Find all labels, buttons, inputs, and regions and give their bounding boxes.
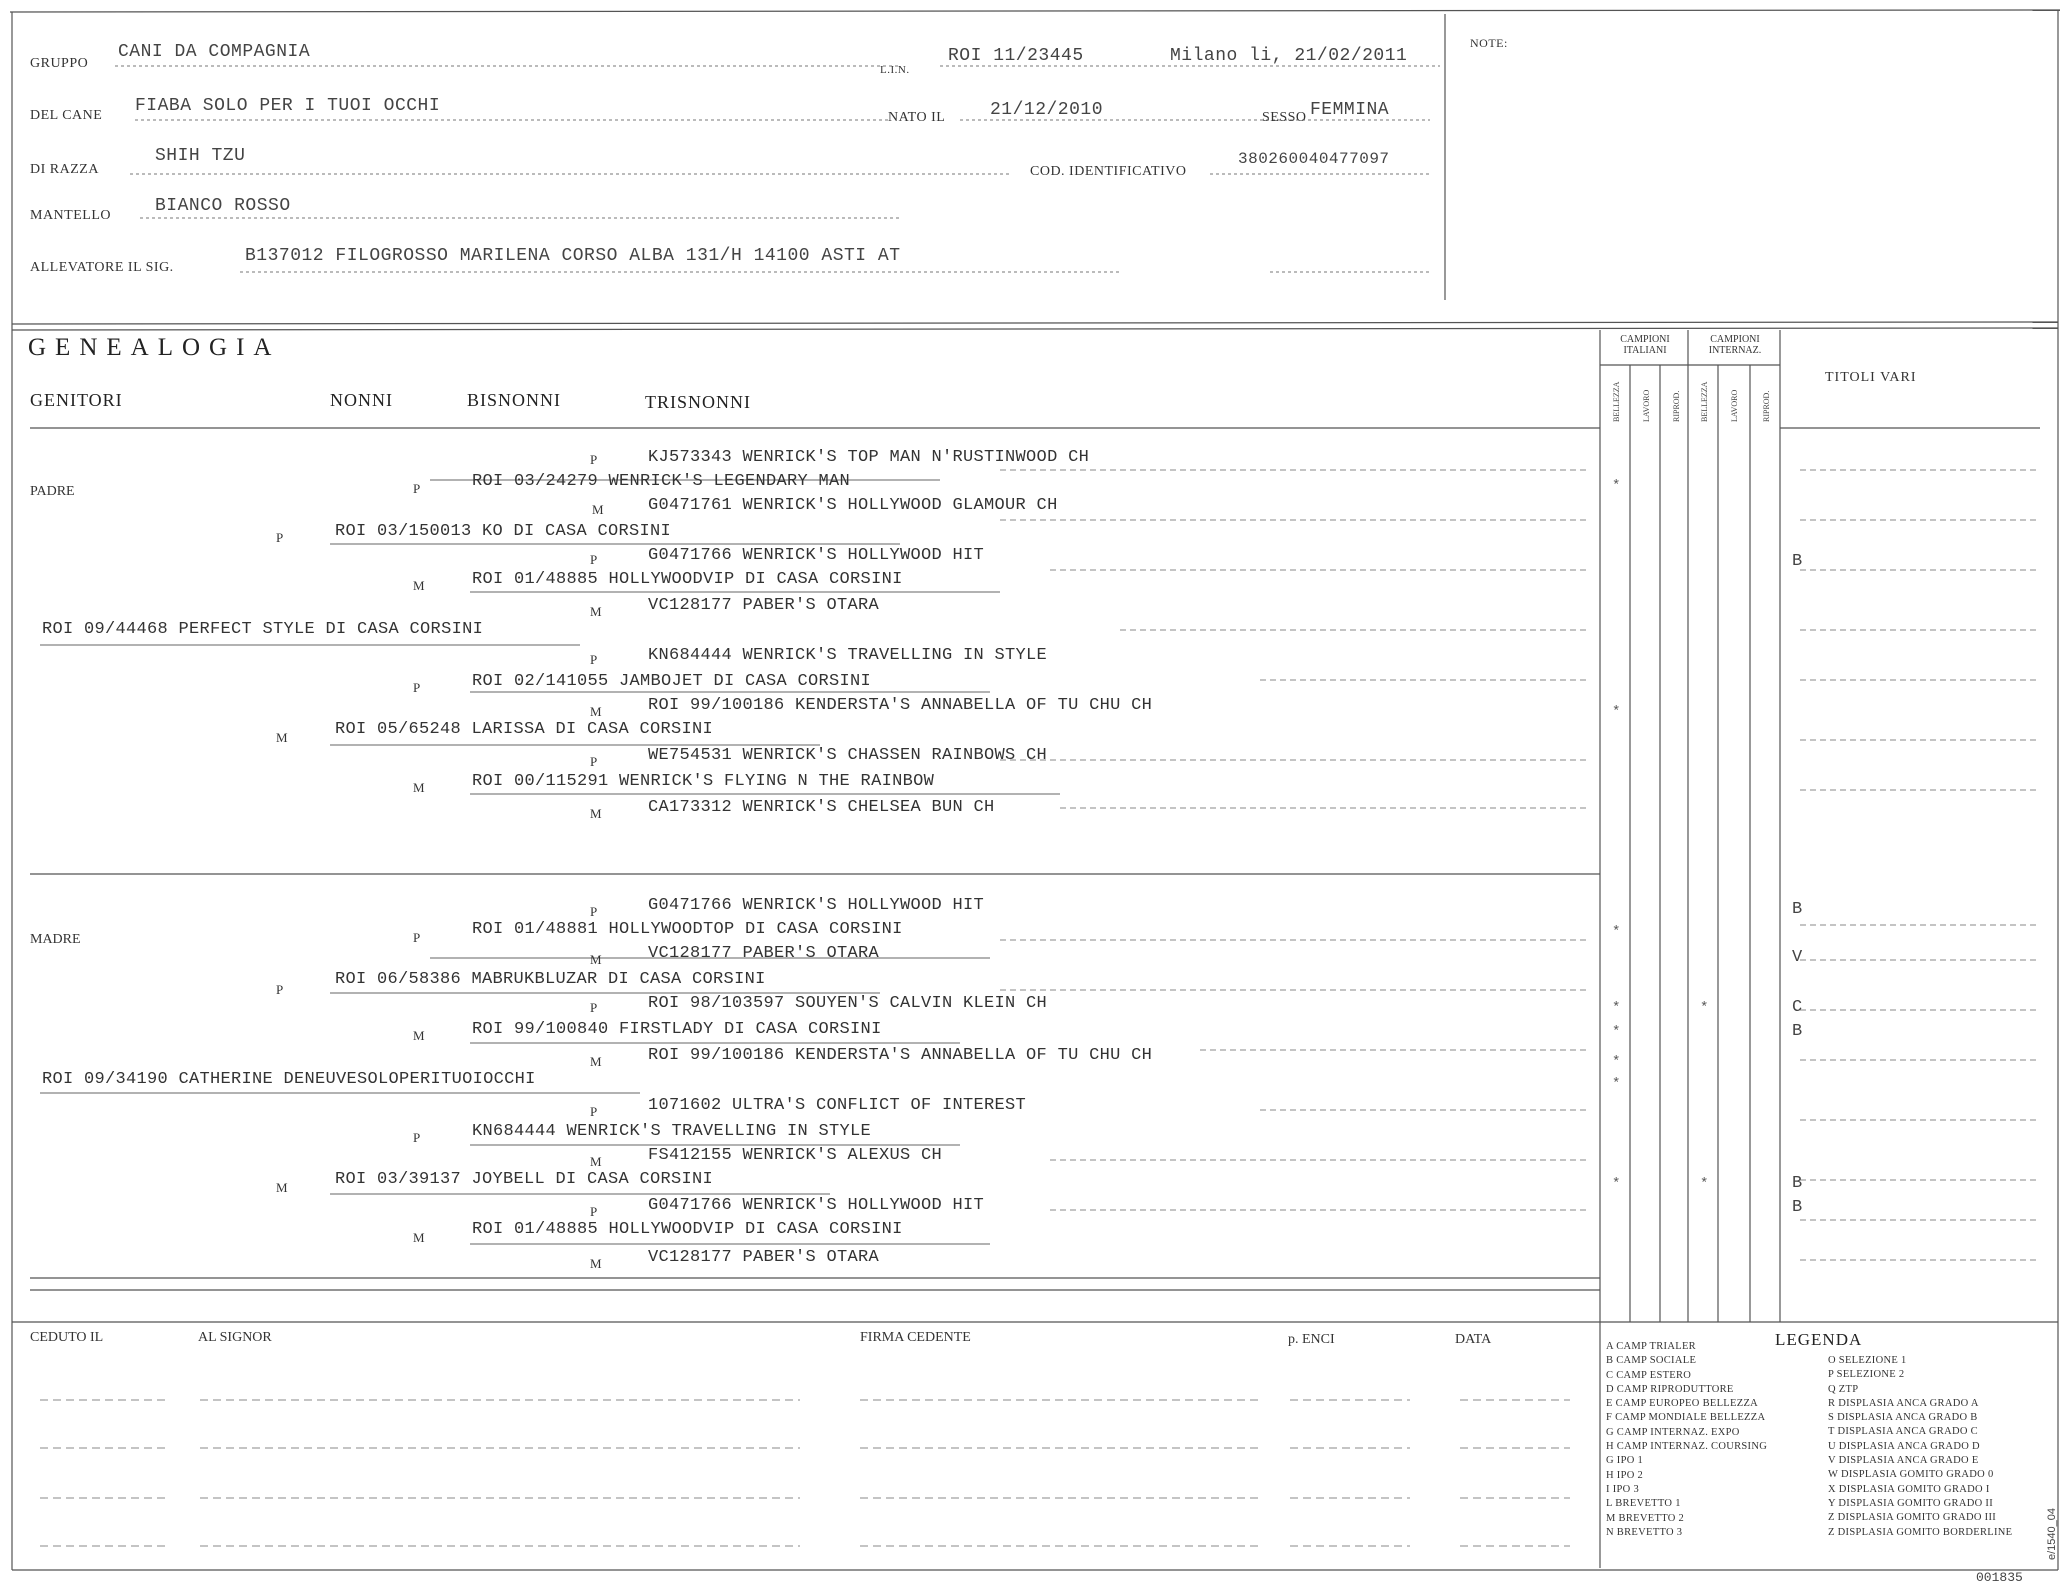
sex-marker: M	[413, 1028, 425, 1043]
sesso-label: SESSO	[1262, 110, 1307, 125]
sub-col-4: BELLEZZA	[1700, 381, 1709, 422]
champion-star-mark: *	[1612, 1054, 1621, 1070]
legenda-item: Q ZTP	[1828, 1383, 1859, 1395]
campioni-internaz-line2: INTERNAZ.	[1708, 345, 1762, 356]
padre-label: PADRE	[30, 484, 75, 499]
sex-marker: P	[413, 930, 421, 945]
padre-nonno-p: ROI 03/150013 KO DI CASA CORSINI	[335, 522, 672, 541]
campioni-italiani-line2: ITALIANI	[1623, 345, 1667, 356]
legenda-item: N BREVETTO 3	[1606, 1526, 1683, 1538]
sub-col-3: RIPROD.	[1672, 390, 1681, 422]
legenda-item: Z DISPLASIA GOMITO BORDERLINE	[1828, 1526, 2013, 1538]
padre-tri-pmp: G0471766 WENRICK'S HOLLYWOOD HIT	[648, 546, 985, 565]
padre-bis-mm: ROI 00/115291 WENRICK'S FLYING N THE RAINBOW	[472, 772, 935, 791]
campioni-internaz-line1: CAMPIONI	[1710, 334, 1760, 345]
sex-marker: P	[413, 1130, 421, 1145]
sex-marker: M	[592, 502, 604, 517]
sesso-value: FEMMINA	[1310, 100, 1390, 120]
titolo-mark: B	[1792, 1198, 1803, 1217]
sex-marker: P	[413, 481, 421, 496]
madre-name: ROI 09/34190 CATHERINE DENEUVESOLOPERITUOIOCCHI	[42, 1070, 536, 1089]
padre-bis-pp: ROI 03/24279 WENRICK'S LEGENDARY MAN	[472, 472, 851, 491]
madre-bis-mm: ROI 01/48885 HOLLYWOODVIP DI CASA CORSINI	[472, 1220, 903, 1239]
nato-value: 21/12/2010	[990, 100, 1104, 120]
madre-label: MADRE	[30, 932, 81, 947]
cod-label: COD. IDENTIFICATIVO	[1030, 164, 1187, 179]
razza-value: SHIH TZU	[155, 146, 246, 166]
legenda-title: LEGENDA	[1775, 1330, 1863, 1349]
titolo-mark: B	[1792, 552, 1803, 571]
razza-label: DI RAZZA	[30, 162, 99, 177]
sex-marker: M	[590, 704, 602, 719]
sex-marker: P	[590, 1204, 598, 1219]
campioni-italiani-line1: CAMPIONI	[1620, 334, 1670, 345]
mantello-value: BIANCO ROSSO	[155, 196, 291, 216]
madre-bis-pm: ROI 99/100840 FIRSTLADY DI CASA CORSINI	[472, 1020, 882, 1039]
legenda-item: Z DISPLASIA GOMITO GRADO III	[1828, 1512, 1997, 1524]
nato-label: NATO IL	[888, 110, 946, 125]
sex-marker: P	[590, 904, 598, 919]
allevatore-value: B137012 FILOGROSSO MARILENA CORSO ALBA 131/H 14100 ASTI AT	[245, 246, 901, 266]
legenda-item: G IPO 1	[1606, 1455, 1644, 1467]
titoli-vari-header: TITOLI VARI	[1825, 370, 1917, 385]
sex-marker: M	[590, 604, 602, 619]
genealogia-title: GENEALOGIA	[28, 334, 281, 361]
madre-tri-mpm: FS412155 WENRICK'S ALEXUS CH	[648, 1146, 943, 1165]
sex-marker: P	[276, 982, 284, 997]
padre-bis-pm: ROI 01/48885 HOLLYWOODVIP DI CASA CORSINI	[472, 570, 903, 589]
sex-marker: P	[590, 552, 598, 567]
madre-bis-pp: ROI 01/48881 HOLLYWOODTOP DI CASA CORSINI	[472, 920, 903, 939]
sex-marker: M	[276, 1180, 288, 1195]
legenda-item: G CAMP INTERNAZ. EXPO	[1606, 1426, 1740, 1438]
titolo-mark: C	[1792, 998, 1803, 1017]
sex-marker: M	[590, 952, 602, 967]
sex-marker: M	[590, 806, 602, 821]
padre-tri-pmm: VC128177 PABER'S OTARA	[648, 596, 880, 615]
padre-bis-mp: ROI 02/141055 JAMBOJET DI CASA CORSINI	[472, 672, 872, 691]
padre-nonna-m: ROI 05/65248 LARISSA DI CASA CORSINI	[335, 720, 714, 739]
madre-tri-pmp: ROI 98/103597 SOUYEN'S CALVIN KLEIN CH	[648, 994, 1048, 1013]
sex-marker: P	[590, 754, 598, 769]
side-form-code: e/1540_04	[2046, 1508, 2058, 1560]
data-label: DATA	[1455, 1332, 1492, 1347]
date-place: Milano li, 21/02/2011	[1170, 46, 1408, 66]
sex-marker: P	[276, 530, 284, 545]
legenda-item: D CAMP RIPRODUTTORE	[1606, 1383, 1734, 1395]
legenda-left-list	[1606, 1340, 1767, 1540]
legenda-item: P SELEZIONE 2	[1828, 1369, 1905, 1381]
legenda-item: Y DISPLASIA GOMITO GRADO II	[1828, 1497, 1994, 1509]
sub-col-5: LAVORO	[1730, 389, 1739, 422]
sex-marker: M	[413, 1230, 425, 1245]
sex-marker: P	[590, 1000, 598, 1015]
allevatore-label: ALLEVATORE IL SIG.	[30, 260, 174, 275]
enci-label: p. ENCI	[1288, 1332, 1335, 1347]
madre-tri-pmm: ROI 99/100186 KENDERSTA'S ANNABELLA OF TU CHU CH	[648, 1046, 1153, 1065]
sex-marker: M	[590, 1054, 602, 1069]
titolo-mark: V	[1792, 948, 1803, 967]
padre-tri-mmm: CA173312 WENRICK'S CHELSEA BUN CH	[648, 798, 995, 817]
champion-star-mark: *	[1612, 1076, 1621, 1092]
madre-bis-mp: KN684444 WENRICK'S TRAVELLING IN STYLE	[472, 1122, 872, 1141]
titolo-mark: B	[1792, 900, 1803, 919]
sub-col-6: RIPROD.	[1762, 390, 1771, 422]
gruppo-value: CANI DA COMPAGNIA	[118, 42, 311, 62]
note-label: NOTE:	[1470, 36, 1508, 50]
madre-tri-ppp: G0471766 WENRICK'S HOLLYWOOD HIT	[648, 896, 985, 915]
champion-star-mark: *	[1612, 1000, 1621, 1016]
champion-star-mark: *	[1612, 1176, 1621, 1192]
al-signor-label: AL SIGNOR	[198, 1330, 272, 1345]
legenda-item: A CAMP TRIALER	[1606, 1341, 1696, 1352]
legenda-item: F CAMP MONDIALE BELLEZZA	[1606, 1412, 1766, 1424]
legenda-item: R DISPLASIA ANCA GRADO A	[1828, 1397, 1979, 1409]
lin-value: ROI 11/23445	[948, 46, 1084, 66]
champion-star-mark: *	[1700, 1176, 1709, 1192]
legenda-item: V DISPLASIA ANCA GRADO E	[1828, 1455, 1979, 1467]
madre-tri-mmm: VC128177 PABER'S OTARA	[648, 1248, 880, 1267]
cod-value: 380260040477097	[1238, 150, 1390, 168]
madre-nonna-m: ROI 03/39137 JOYBELL DI CASA CORSINI	[335, 1170, 714, 1189]
sub-col-2: LAVORO	[1642, 389, 1651, 422]
legenda-item: H IPO 2	[1606, 1469, 1644, 1481]
madre-tri-mpp: 1071602 ULTRA'S CONFLICT OF INTEREST	[648, 1096, 1027, 1115]
padre-tri-ppp: KJ573343 WENRICK'S TOP MAN N'RUSTINWOOD CH	[648, 448, 1090, 467]
cane-value: FIABA SOLO PER I TUOI OCCHI	[135, 96, 441, 116]
sex-marker: P	[413, 680, 421, 695]
sex-marker: M	[590, 1154, 602, 1169]
legenda-item: S DISPLASIA ANCA GRADO B	[1828, 1412, 1978, 1424]
ceduto-label: CEDUTO IL	[30, 1330, 104, 1345]
sub-col-1: BELLEZZA	[1612, 381, 1621, 422]
titolo-mark: B	[1792, 1022, 1803, 1041]
gruppo-label: GRUPPO	[30, 56, 89, 71]
cane-label: DEL CANE	[30, 108, 103, 123]
legenda-item: H CAMP INTERNAZ. COURSING	[1606, 1441, 1768, 1453]
champion-star-mark: *	[1612, 478, 1621, 494]
sex-marker: M	[413, 578, 425, 593]
col-genitori: GENITORI	[30, 390, 123, 410]
champion-star-mark: *	[1700, 1000, 1709, 1016]
legenda-item: C CAMP ESTERO	[1606, 1369, 1692, 1381]
sex-marker: M	[276, 730, 288, 745]
champion-star-mark: *	[1612, 704, 1621, 720]
col-trisnonni: TRISNONNI	[645, 392, 751, 412]
sex-marker: M	[590, 1256, 602, 1271]
lin-label: L.I.N.	[880, 64, 910, 76]
campioni-internaz-header	[1692, 334, 1778, 356]
legenda-item: M BREVETTO 2	[1606, 1512, 1685, 1524]
madre-tri-mmp: G0471766 WENRICK'S HOLLYWOOD HIT	[648, 1196, 985, 1215]
legenda-item: W DISPLASIA GOMITO GRADO 0	[1828, 1469, 1994, 1481]
madre-nonno-p: ROI 06/58386 MABRUKBLUZAR DI CASA CORSINI	[335, 970, 766, 989]
legenda-item: E CAMP EUROPEO BELLEZZA	[1606, 1398, 1759, 1410]
sex-marker: P	[590, 452, 598, 467]
padre-tri-mmp: WE754531 WENRICK'S CHASSEN RAINBOWS CH	[648, 746, 1048, 765]
firma-label: FIRMA CEDENTE	[860, 1330, 971, 1345]
sex-marker: P	[590, 1104, 598, 1119]
champion-star-mark: *	[1612, 924, 1621, 940]
sex-marker: P	[590, 652, 598, 667]
campioni-italiani-header	[1604, 334, 1686, 356]
sex-marker: M	[413, 780, 425, 795]
legenda-item: B CAMP SOCIALE	[1606, 1355, 1697, 1367]
legenda-item: L BREVETTO 1	[1606, 1498, 1681, 1510]
legenda-item: U DISPLASIA ANCA GRADO D	[1828, 1440, 1980, 1452]
padre-tri-mpm: ROI 99/100186 KENDERSTA'S ANNABELLA OF TU CHU CH	[648, 696, 1153, 715]
col-bisnonni: BISNONNI	[467, 390, 562, 410]
padre-name: ROI 09/44468 PERFECT STYLE DI CASA CORSINI	[42, 620, 484, 639]
champion-star-mark: *	[1612, 1024, 1621, 1040]
col-nonni: NONNI	[330, 390, 393, 410]
titolo-mark: B	[1792, 1174, 1803, 1193]
madre-tri-ppm: VC128177 PABER'S OTARA	[648, 944, 880, 963]
legenda-right-list	[1828, 1354, 2012, 1540]
padre-tri-ppm: G0471761 WENRICK'S HOLLYWOOD GLAMOUR CH	[648, 496, 1058, 515]
legenda-item: X DISPLASIA GOMITO GRADO I	[1828, 1483, 1990, 1495]
legenda-item: O SELEZIONE 1	[1828, 1355, 1907, 1366]
padre-tri-mpp: KN684444 WENRICK'S TRAVELLING IN STYLE	[648, 646, 1048, 665]
mantello-label: MANTELLO	[30, 208, 111, 223]
legenda-item: T DISPLASIA ANCA GRADO C	[1828, 1426, 1978, 1438]
legenda-item: I IPO 3	[1606, 1483, 1640, 1495]
serial-number: 001835	[1976, 1570, 2023, 1585]
